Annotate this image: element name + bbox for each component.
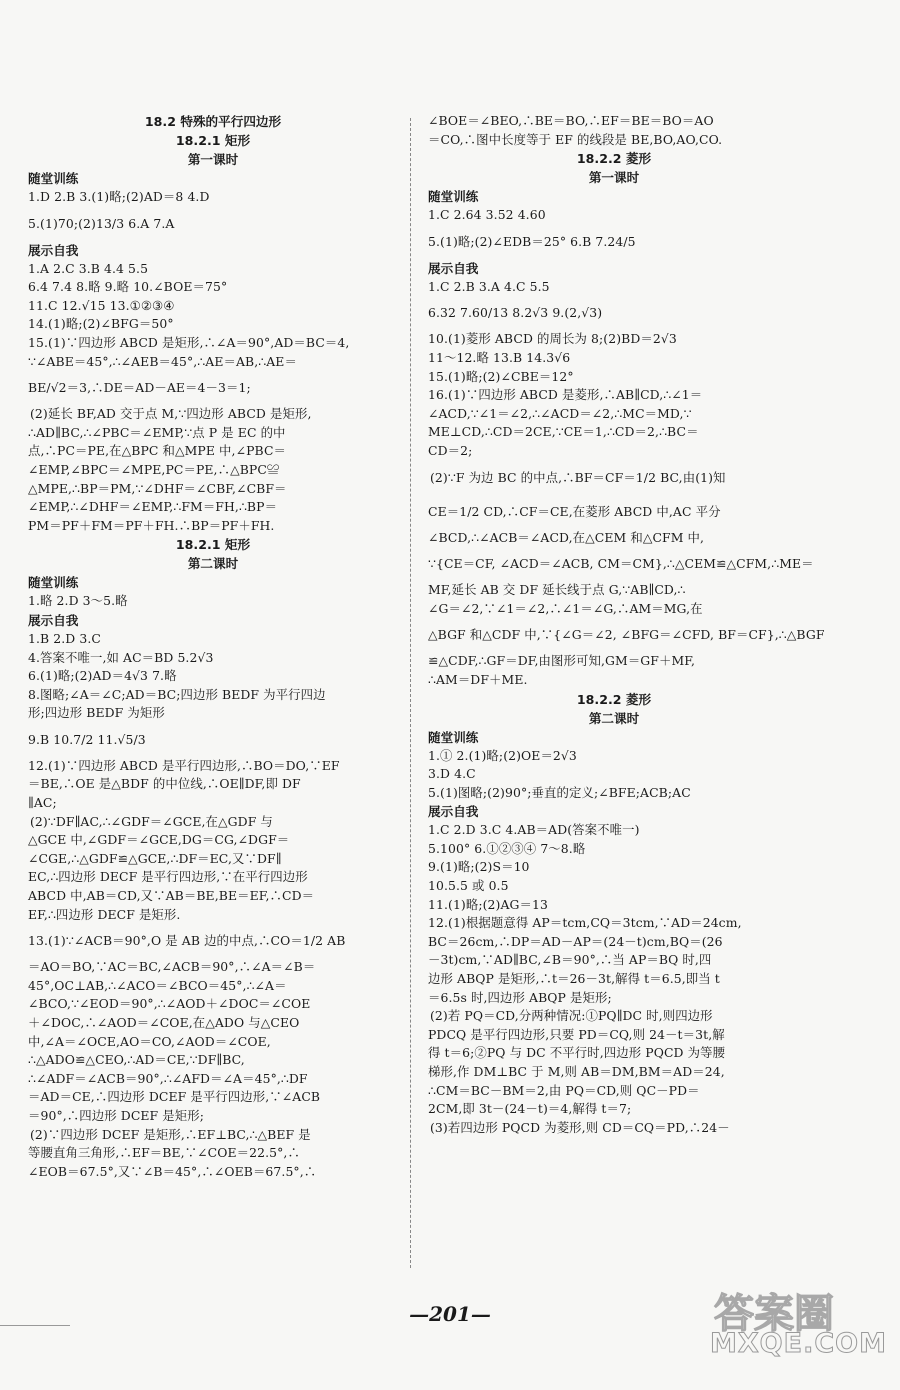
answer-line: －3t)cm,∵AD∥BC,∠B＝90°,∴当 AP＝BQ 时,四 [428,952,712,968]
answer-line: ME⊥CD,∴CD＝2CE,∵CE＝1,∴CD＝2,∴BC＝ [428,424,699,440]
answer-line: (2)∵DF∥AC,∴∠GDF＝∠GCE,在△GDF 与 [30,813,273,829]
section-title: 18.2.1 矩形 [175,133,251,148]
answer-line: ＝BE,∴OE 是△BDF 的中位线,∴OE∥DF,即 DF [28,776,301,792]
answer-line: 6.32 7.60/13 8.2√3 9.(2,√3) [428,305,603,321]
answer-line: 1.C 2.64 3.52 4.60 [428,207,546,223]
answer-line: ＝90°,∴四边形 DCEF 是矩形; [28,1107,205,1123]
section-title: 第二课时 [187,556,239,572]
section-title: 18.2.1 矩形 [175,537,251,553]
subsection-heading: 随堂训练 [28,575,79,591]
answer-line: 45°,OC⊥AB,∴∠ACO＝∠BCO＝45°,∴∠A＝ [28,977,287,993]
answer-line: 14.(1)略;(2)∠BFG＝50° [28,316,174,332]
answer-line: 1.① 2.(1)略;(2)OE＝2√3 [428,747,577,763]
answer-line: 11.(1)略;(2)AG＝13 [428,896,548,912]
answer-line: 1.C 2.B 3.A 4.C 5.5 [428,278,550,294]
answer-line: △BGF 和△CDF 中,∵{∠G＝∠2, ∠BFG＝∠CFD, BF＝CF},∴△BGF [428,627,825,643]
answer-line: 12.(1)根据题意得 AP＝tcm,CQ＝3tcm,∵AD＝24cm, [428,915,742,931]
answer-line: ∠BCD,∴∠ACB＝∠ACD,在△CEM 和△CFM 中, [428,529,705,545]
subsection-heading: 展示自我 [428,260,479,276]
answer-line: 11～12.略 13.B 14.3√6 [428,349,571,365]
answer-line: ＝AO＝BO,∵AC＝BC,∠ACB＝90°,∴∠A＝∠B＝ [28,959,316,975]
section-title: 18.2.2 菱形 [576,151,652,167]
answer-line: ∥AC; [28,795,57,811]
answer-line: 11.C 12.√15 13.①②③④ [28,297,175,313]
answer-line: 1.D 2.B 3.(1)略;(2)AD＝8 4.D [28,189,210,204]
answer-line: 9.(1)略;(2)S＝10 [428,859,530,875]
answer-line: 5.(1)图略;(2)90°;垂直的定义;∠BFE;ACB;AC [428,784,691,800]
answer-line: ＝6.5s 时,四边形 ABQP 是矩形; [428,989,612,1005]
answer-line: ABCD 中,AB＝CD,又∵AB＝BE,BE＝EF,∴CD＝ [28,888,315,904]
answer-line: (2)∵F 为边 BC 的中点,∴BF＝CF＝1/2 BC,由(1)知 [430,469,726,485]
answer-line: PDCQ 是平行四边形,只要 PD＝CQ,则 24－t＝3t,解 [428,1026,725,1042]
answer-line: ∵∠ABE＝45°,∴∠AEB＝45°,∴AE＝AB,∴AE＝ [28,353,297,369]
subsection-heading: 展示自我 [428,804,479,820]
answer-line: BE/√2＝3,∴DE＝AD－AE＝4－3＝1; [28,380,251,396]
answer-line: 15.(1)略;(2)∠CBE＝12° [428,368,574,384]
page-number: —201— [409,1302,491,1326]
answer-line: CD＝2; [428,442,473,458]
answer-line: ∠BCO,∵∠EOD＝90°,∴∠AOD＋∠DOC＝∠COE [28,996,311,1012]
answer-line: 形;四边形 BEDF 为矩形 [28,705,165,721]
answer-line: ∴AM＝DF＋ME. [428,671,528,687]
answer-line: 3.D 4.C [428,766,476,782]
answer-line: ∠EMP,∠BPC＝∠MPE,PC＝PE,∴△BPC≌ [28,461,280,477]
edge-line [0,1325,70,1326]
answer-line: ∠EMP,∴∠DHF＝∠EMP,∴FM＝FH,∴BP＝ [28,499,278,515]
answer-line: △GCE 中,∠GDF＝∠GCE,DG＝CG,∠DGF＝ [28,832,290,848]
answer-line: 13.(1)∵∠ACB＝90°,O 是 AB 边的中点,∴CO＝1/2 AB [28,933,346,949]
answer-line: 8.图略;∠A＝∠C;AD＝BC;四边形 BEDF 为平行四边 [28,686,326,702]
subsection-heading: 展示自我 [28,242,79,258]
answer-line: 点,∴PC＝PE,在△BPC 和△MPE 中,∠PBC＝ [28,443,287,459]
answer-line: 边形 ABQP 是矩形,∴t＝26－3t,解得 t＝6.5,即当 t [428,971,720,987]
left-column [28,112,398,1181]
answer-line: ∴△ADO≌△CEO,∴AD＝CE,∵DF∥BC, [28,1052,245,1068]
answer-line: 15.(1)∵四边形 ABCD 是矩形,∴∠A＝90°,AD＝BC＝4, [28,334,350,350]
answer-line: ∠G＝∠2,∵∠1＝∠2,∴∠1＝∠G,∴AM＝MG,在 [428,600,703,616]
answer-line: ∠EOB＝67.5°,又∵∠B＝45°,∴∠OEB＝67.5°,∴ [28,1163,317,1179]
answer-line: ∠ACD,∵∠1＝∠2,∴∠ACD＝∠2,∴MC＝MD,∵ [428,405,692,421]
answer-line: (2)若 PQ＝CD,分两种情况:①PQ∥DC 时,则四边形 [430,1008,713,1024]
answer-line: 梯形,作 DM⊥BC 于 M,则 AB＝DM,BM＝AD＝24, [428,1064,725,1079]
answer-line: PM＝PF＋FM＝PF＋FH.∴BP＝PF＋FH. [28,517,275,533]
answer-line: ∴AD∥BC,∴∠PBC＝∠EMP,∵点 P 是 EC 的中 [28,424,286,440]
answer-line: ＋∠DOC,∴∠AOD＝∠COE,在△ADO 与△CEO [28,1015,300,1030]
subsection-heading: 随堂训练 [28,171,79,186]
answer-line: 得 t＝6;②PQ 与 DC 不平行时,四边形 PQCD 为等腰 [428,1045,726,1061]
section-title: 18.2 特殊的平行四边形 [144,114,282,129]
answer-line: BC＝26cm,∴DP＝AD－AP＝(24－t)cm,BQ＝(26 [428,933,723,949]
answer-line: 5.(1)70;(2)13/3 6.A 7.A [28,215,175,231]
answer-line: 9.B 10.7/2 11.√5/3 [28,731,146,747]
answer-line: ∠BOE＝∠BEO,∴BE＝BO,∴EF＝BE＝BO＝AO [428,113,714,128]
section-title: 第一课时 [588,170,640,186]
answer-line: 中,∠A＝∠OCE,AO＝CO,∠AOD＝∠COE, [28,1033,271,1049]
answer-line: ＝CO,∴图中长度等于 EF 的线段是 BE,BO,AO,CO. [428,131,723,147]
answer-line: 10.(1)菱形 ABCD 的周长为 8;(2)BD＝2√3 [428,331,677,347]
answer-line: MF,延长 AB 交 DF 延长线于点 G,∵AB∥CD,∴ [428,582,686,598]
answer-line: 1.C 2.D 3.C 4.AB＝AD(答案不唯一) [428,822,640,838]
answer-line: ∴CM＝BC－BM＝2,由 PQ＝CD,则 QC－PD＝ [428,1082,700,1098]
answer-line: 4.答案不唯一,如 AC＝BD 5.2√3 [28,649,214,665]
section-title: 第一课时 [187,152,239,167]
section-title: 第二课时 [588,710,640,726]
answer-line: 2CM,即 3t－(24－t)＝4,解得 t＝7; [428,1101,632,1117]
answer-line: EF,∴四边形 DECF 是矩形. [28,906,181,922]
answer-line: 等腰直角三角形,∴EF＝BE,∵∠COE＝22.5°,∴ [28,1145,300,1161]
watermark-logo: 答案圈 [714,1291,834,1337]
answer-line: ∵{CE＝CF, ∠ACD＝∠ACB, CM＝CM},∴△CEM≌△CFM,∴ME＝ [428,556,814,572]
answer-line: 6.4 7.4 8.略 9.略 10.∠BOE＝75° [28,279,228,295]
answer-line: 10.5.5 或 0.5 [428,878,509,894]
answer-line: △MPE,∴BP＝PM,∵∠DHF＝∠CBF,∠CBF＝ [28,480,287,496]
watermark-site: MXQE.COM [710,1328,887,1359]
answer-line: CE＝1/2 CD,∴CF＝CE,在菱形 ABCD 中,AC 平分 [428,503,721,519]
answer-line: 12.(1)∵四边形 ABCD 是平行四边形,∴BO＝DO,∵EF [28,757,340,773]
answer-line: ∠CGE,∴△GDF≌△GCE,∴DF＝EC,又∵DF∥ [28,850,282,866]
column-divider [410,118,411,1268]
right-column [428,112,825,1137]
watermark [706,1282,886,1374]
answer-line: 1.B 2.D 3.C [28,630,101,646]
answer-line: (2)∵四边形 DCEF 是矩形,∴EF⊥BC,∴△BEF 是 [30,1126,311,1142]
answer-line: ∴∠ADF＝∠ACB＝90°,∴∠AFD＝∠A＝45°,∴DF [28,1070,308,1086]
answer-line: 5.100° 6.①②③④ 7～8.略 [428,840,586,856]
answer-line: 16.(1)∵四边形 ABCD 是菱形,∴AB∥CD,∴∠1＝ [428,387,703,403]
answer-line: (3)若四边形 PQCD 为菱形,则 CD＝CQ＝PD,∴24－ [430,1119,730,1135]
answer-line: 6.(1)略;(2)AD＝4√3 7.略 [28,668,177,684]
subsection-heading: 随堂训练 [428,729,479,745]
subsection-heading: 展示自我 [28,612,79,628]
section-title: 18.2.2 菱形 [576,691,652,707]
answer-line: 1.略 2.D 3～5.略 [28,593,128,609]
subsection-heading: 随堂训练 [428,189,479,205]
answer-line: ＝AD＝CE,∴四边形 DCEF 是平行四边形,∵∠ACB [28,1089,321,1105]
answer-line: EC,∴四边形 DECF 是平行四边形,∵在平行四边形 [28,869,308,885]
answer-line: (2)延长 BF,AD 交于点 M,∵四边形 ABCD 是矩形, [30,406,312,422]
answer-line: ≌△CDF,∴GF＝DF,由图形可知,GM＝GF＋MF, [428,653,696,669]
answer-line: 1.A 2.C 3.B 4.4 5.5 [28,260,149,276]
answer-line: 5.(1)略;(2)∠EDB＝25° 6.B 7.24/5 [428,233,636,249]
